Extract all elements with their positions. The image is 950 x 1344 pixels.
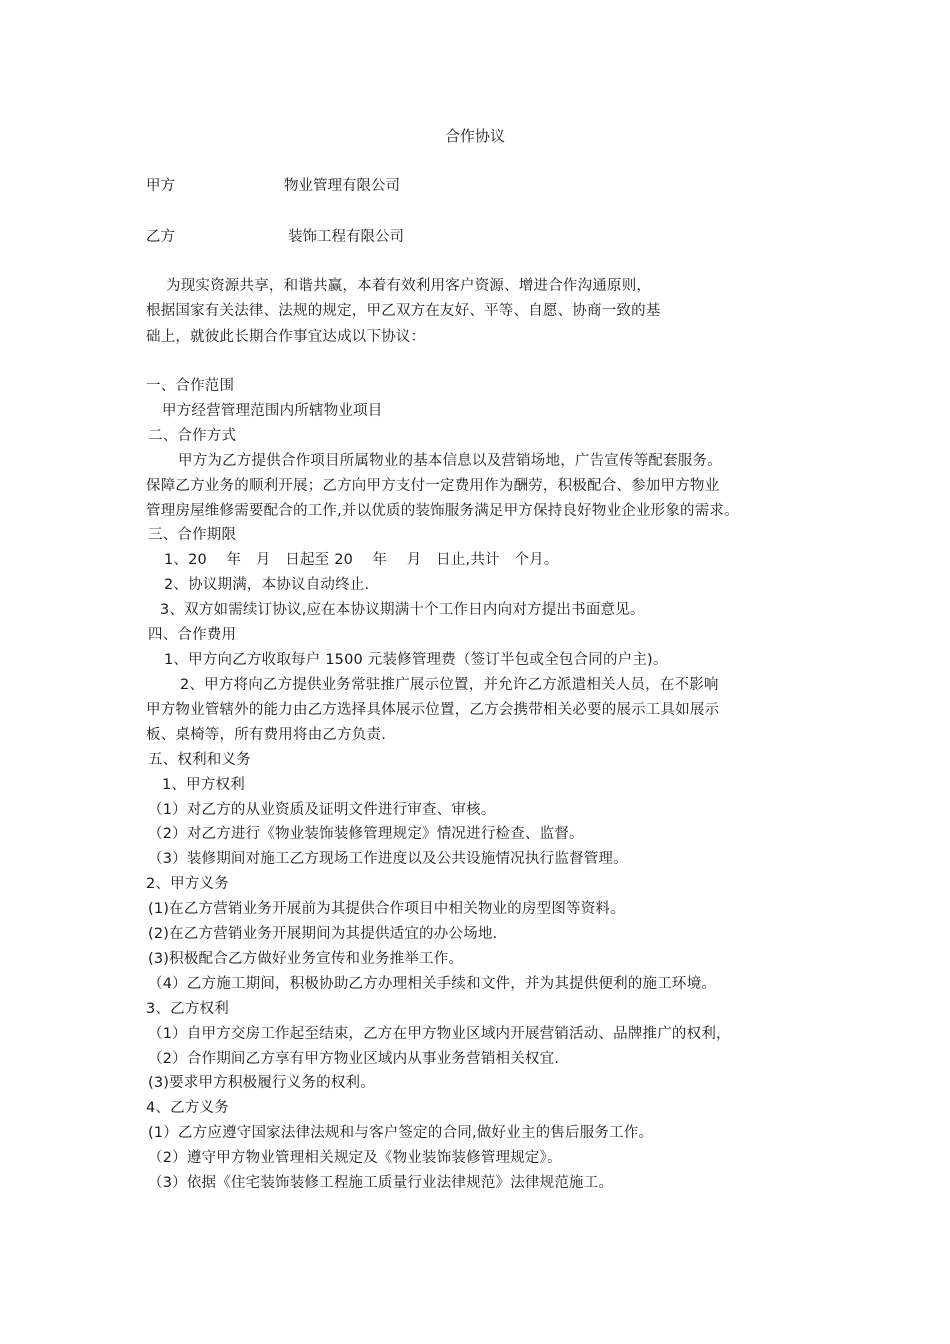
preamble-line: 为现实资源共享，和谐共赢，本着有效利用客户资源、增进合作沟通原则，	[166, 278, 652, 294]
section-heading: 五、权利和义务	[148, 752, 251, 768]
body-line: （3）装修期间对施工乙方现场工作进度以及公共设施情况执行监督管理。	[148, 851, 628, 867]
document-title: 合作协议	[444, 127, 505, 145]
body-line: 2、甲方将向乙方提供业务常驻推广展示位置，并允许乙方派遣相关人员，在不影响	[180, 677, 719, 693]
body-line: 2、协议期满，本协议自动终止.	[164, 577, 370, 593]
section-heading: 三、合作期限	[148, 527, 237, 543]
body-line: 板、桌椅等，所有费用将由乙方负责.	[146, 727, 387, 743]
preamble-line: 根据国家有关法律、法规的规定，甲乙双方在友好、平等、自愿、协商一致的基	[146, 303, 661, 319]
body-line: 甲方物业管辖外的能力由乙方选择具体展示位置，乙方会携带相关必要的展示工具如展示	[146, 702, 720, 718]
body-line: （3）依据《住宅装饰装修工程施工质量行业法律规范》法律规范施工。	[148, 1175, 614, 1191]
body-line: 3、双方如需续订协议,应在本协议期满十个工作日内向对方提出书面意见。	[160, 602, 645, 618]
sub-heading: 2、甲方义务	[146, 876, 229, 892]
body-line: (1）乙方应遵守国家法律法规和与客户签定的合同,做好业主的售后服务工作。	[148, 1125, 654, 1141]
party-b-name: 装饰工程有限公司	[288, 229, 404, 245]
body-line: (3)要求甲方积极履行义务的权利。	[148, 1075, 375, 1091]
body-line: （2）遵守甲方物业管理相关规定及《物业装饰装修管理规定》。	[148, 1150, 562, 1166]
body-line: (3)积极配合乙方做好业务宣传和业务推举工作。	[148, 951, 464, 967]
body-line: 保障乙方业务的顺利开展；乙方向甲方支付一定费用作为酬劳，积极配合、参加甲方物业	[146, 478, 720, 494]
section-heading: 一、合作范围	[146, 378, 235, 394]
body-line: （4）乙方施工期间，积极协助乙方办理相关手续和文件，并为其提供便利的施工环境。	[148, 976, 717, 992]
preamble-line: 础上，就彼此长期合作事宜达成以下协议：	[146, 329, 426, 345]
section-heading: 二、合作方式	[148, 428, 237, 444]
body-line: （1）自甲方交房工作起至结束，乙方在甲方物业区域内开展营销活动、品牌推广的权利，	[148, 1026, 731, 1042]
body-line: 1、甲方向乙方收取每户 1500 元装修管理费（签订半包或全包合同的户主)。	[164, 652, 668, 668]
body-line: (2)在乙方营销业务开展期间为其提供适宜的办公场地.	[148, 926, 498, 942]
sub-heading: 4、乙方义务	[146, 1100, 229, 1116]
body-line: （2）合作期间乙方享有甲方物业区域内从事业务营销相关权宜.	[148, 1051, 560, 1067]
party-a-name: 物业管理有限公司	[284, 178, 400, 194]
body-line: 甲方经营管理范围内所辖物业项目	[162, 403, 383, 419]
sub-heading: 1、甲方权利	[162, 777, 245, 793]
body-line: 管理房屋维修需要配合的工作,并以优质的装饰服务满足甲方保持良好物业企业形象的需求。	[146, 503, 739, 519]
sub-heading: 3、乙方权利	[146, 1001, 229, 1017]
body-line: 甲方为乙方提供合作项目所属物业的基本信息以及营销场地，广告宣传等配套服务。	[178, 453, 722, 469]
section-heading: 四、合作费用	[148, 627, 237, 643]
party-a-label: 甲方	[146, 178, 175, 194]
body-line: （2）对乙方进行《物业装饰装修管理规定》情况进行检查、监督。	[148, 826, 584, 842]
body-line: (1)在乙方营销业务开展前为其提供合作项目中相关物业的房型图等资料。	[148, 901, 625, 917]
body-line: 1、20 年 月 日起至 20 年 月 日止,共计 个月。	[164, 552, 559, 568]
party-b-label: 乙方	[146, 229, 175, 245]
body-line: （1）对乙方的从业资质及证明文件进行审查、审核。	[148, 802, 496, 818]
